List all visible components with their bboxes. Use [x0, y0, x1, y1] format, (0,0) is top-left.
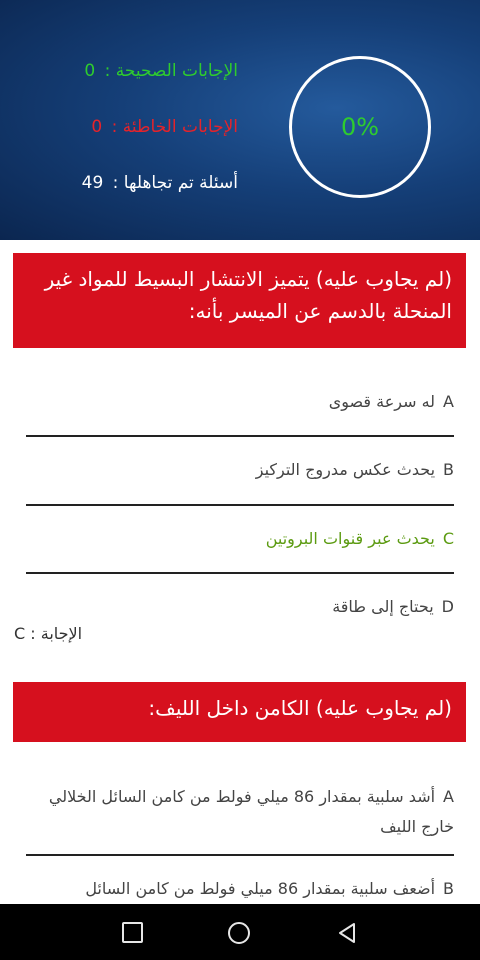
questions-list[interactable] [0, 240, 480, 904]
option-text: أشد سلبية بمقدار 86 ميلي فولط من كامن السائل الخلالي خارج الليف [48, 787, 454, 836]
score-percent: 0% [340, 113, 380, 141]
option-text: يحدث عكس مدروج التركيز [255, 460, 436, 479]
recents-icon[interactable] [122, 922, 143, 943]
stats-panel [20, 54, 240, 222]
option-text: يحدث عبر قنوات البروتين [265, 529, 435, 548]
correct-answer-label: الإجابة : C [14, 624, 83, 643]
option-letter: A [443, 392, 454, 411]
option-d [26, 592, 454, 622]
wrong-answers-count: 0 [91, 117, 103, 137]
option-divider [26, 504, 454, 506]
option-a [26, 782, 454, 842]
back-icon[interactable] [336, 922, 358, 944]
system-navigation-bar [0, 904, 480, 960]
score-ring [289, 56, 431, 198]
question-banner [13, 253, 466, 348]
option-letter: C [442, 529, 454, 548]
option-letter: B [443, 879, 454, 898]
option-text: يحتاج إلى طاقة [332, 597, 434, 616]
option-c-correct [26, 524, 454, 554]
question-banner [13, 682, 466, 742]
correct-answers-label: الإجابات الصحيحة : [104, 61, 238, 81]
option-letter: D [441, 597, 454, 616]
skipped-questions-stat [20, 166, 240, 222]
option-a [26, 387, 454, 417]
question-text: (لم يجاوب عليه) الكامن داخل الليف: [148, 696, 452, 720]
question-text: (لم يجاوب عليه) يتميز الانتشار البسيط للمواد غير المنحلة بالدسم عن الميسر بأنه: [44, 267, 452, 323]
results-header [0, 0, 480, 240]
correct-answers-count: 0 [84, 61, 96, 81]
back-triangle [336, 922, 358, 944]
option-b [26, 455, 454, 485]
option-divider [26, 435, 454, 437]
option-divider [26, 572, 454, 574]
option-text: له سرعة قصوى [328, 392, 436, 411]
option-divider [26, 854, 454, 856]
wrong-answers-label: الإجابات الخاطئة : [111, 117, 238, 137]
wrong-answers-stat [20, 110, 240, 166]
option-letter: B [443, 460, 454, 479]
skipped-questions-label: أسئلة تم تجاهلها : [112, 173, 238, 193]
option-letter: A [443, 787, 454, 806]
home-icon[interactable] [228, 922, 250, 944]
option-text: أضعف سلبية بمقدار 86 ميلي فولط من كامن السائل [85, 879, 436, 898]
option-b [26, 874, 454, 904]
correct-answers-stat [20, 54, 240, 110]
skipped-questions-count: 49 [81, 173, 104, 193]
